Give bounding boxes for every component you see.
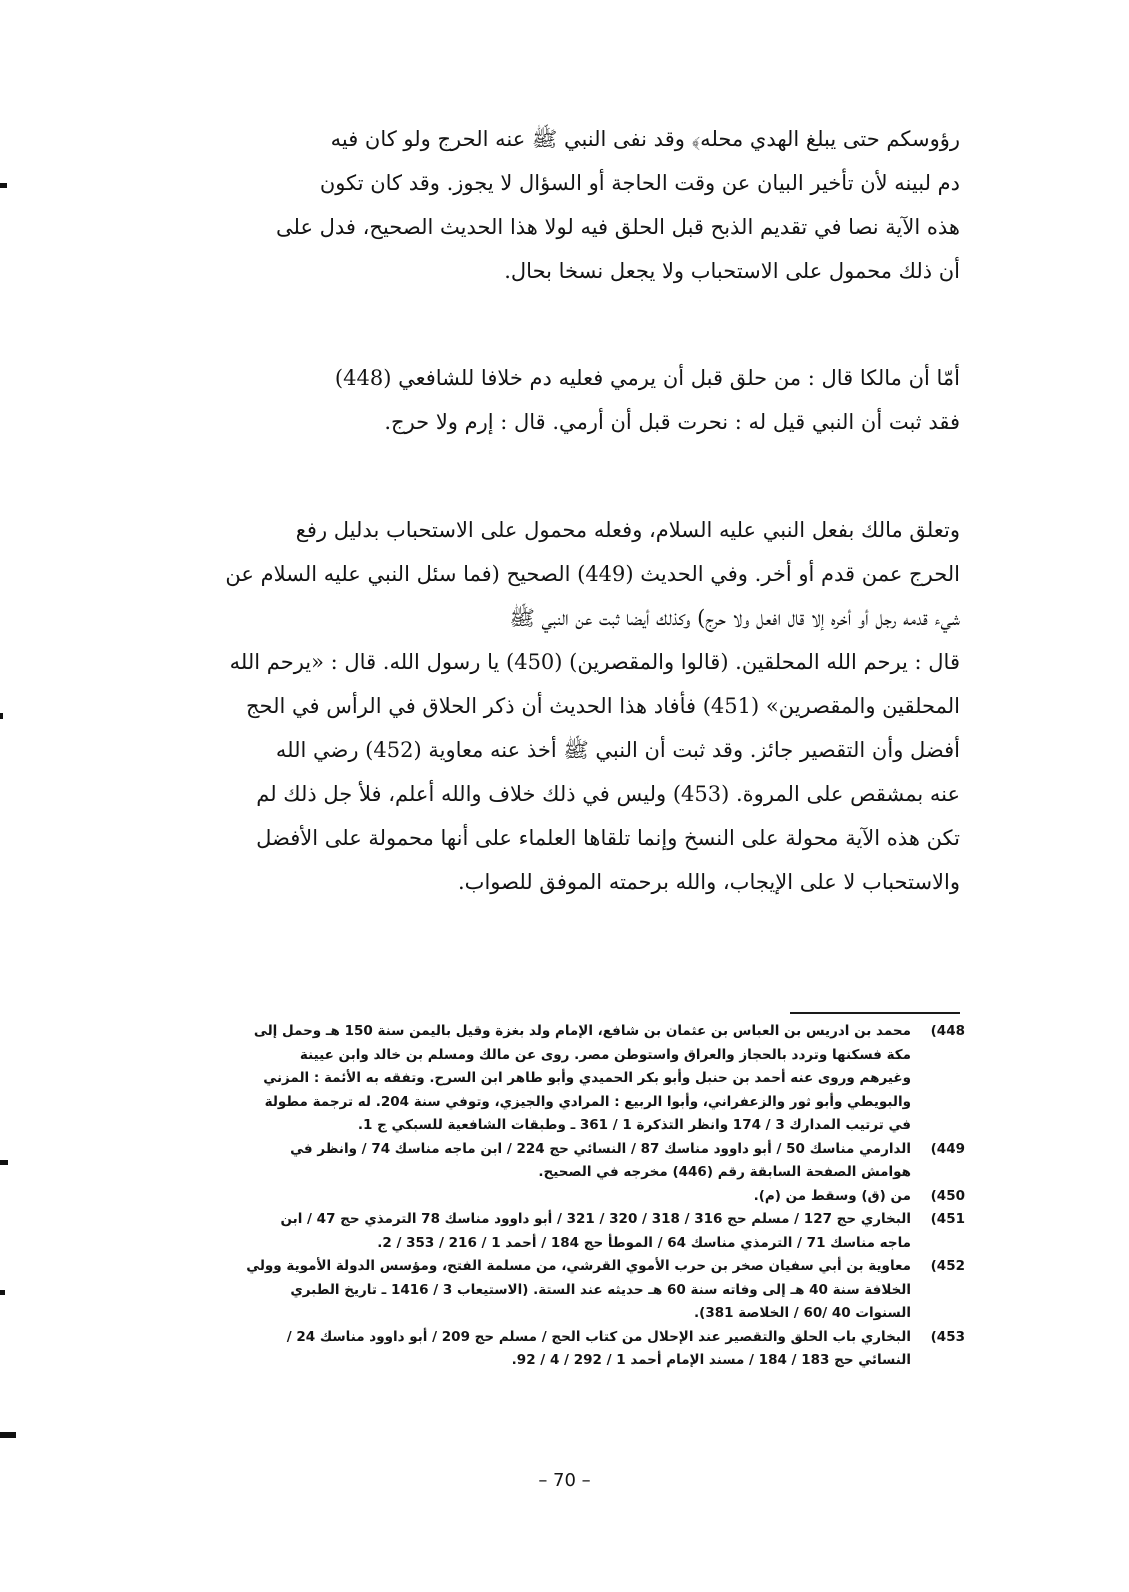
footnote-line: معاوية بن أبي سفيان صخر بن حرب الأموي القرشي، من مسلمة الفتح، ومؤسس الدولة الأموية وولي [246, 1258, 911, 1274]
footnote-number: (452 [930, 1258, 965, 1274]
paragraph-line: والاستحباب لا على الإيجاب، والله برحمته الموفق للصواب. [458, 870, 960, 894]
footnote-line: في ترتيب المدارك 3 / 174 وانظر التذكرة 1 / 361 ـ وطبقات الشافعية للسبكي ج 1. [357, 1117, 911, 1133]
footnote-line: من (ق) وسقط من (م). [753, 1187, 911, 1204]
scan-edge-mark [0, 183, 7, 188]
footnote-number: (450 [930, 1187, 965, 1204]
footnote-449 [205, 1138, 965, 1185]
footnote-line: وغيرهم وروى عنه أحمد بن حنبل وأبو بكر الحميدي وأبو طاهر ابن السرح. وتفقه به الأئمة : المزني [263, 1070, 911, 1086]
footnote-line: والبويطي وأبو ثور والزعفراني، وأبوا الربيع : المرادي والجيزي، وتوفي سنة 204. له ترجمة مطولة [264, 1093, 911, 1110]
scan-edge-mark [0, 1432, 16, 1438]
paragraph-line: الحرج عمن قدم أو أخر. وفي الحديث (449) الصحيح (فما سئل النبي عليه السلام عن [225, 562, 960, 586]
paragraph-line: هذه الآية نصا في تقديم الذبح قبل الحلق فيه لولا هذا الحديث الصحيح، فدل على [275, 215, 960, 239]
paragraph-line: أفضل وأن التقصير جائز. وقد ثبت أن النبي ﷺ أخذ عنه معاوية (452) رضي الله [275, 738, 960, 762]
paragraph-line: فقد ثبت أن النبي قيل له : نحرت قبل أن أرمي. قال : إرم ولا حرج. [384, 410, 960, 434]
footnote-line: الخلافة سنة 40 هـ إلى وفاته سنة 60 هـ حديثه عند الستة. (الاستيعاب 3 / 1416 ـ تاريخ الطبري [290, 1281, 911, 1298]
paragraph-line: شيء قدمه رجل أو أخره إلا قال افعل ولا حرج) وكذلك أيضا ثبت عن النبي ﷺ [509, 606, 960, 630]
paragraph-line: أمّا أن مالكا قال : من حلق قبل أن يرمي فعليه دم خلافا للشافعي (448) [334, 366, 960, 390]
paragraph-line: دم لبينه لأن تأخير البيان عن وقت الحاجة أو السؤال لا يجوز. وقد كان تكون [319, 171, 960, 195]
footnote-number: (451 [930, 1211, 965, 1227]
scan-edge-mark [0, 713, 3, 719]
footnote-line: الدارمي مناسك 50 / أبو داوود مناسك 87 / النسائي حج 224 / ابن ماجه مناسك 74 / وانظر في [290, 1140, 911, 1157]
paragraph-3 [215, 508, 960, 904]
paragraph-line: رؤوسكم حتى يبلغ الهدي محله﴾ وقد نفى النبي ﷺ عنه الحرج ولو كان فيه [330, 127, 960, 151]
footnote-line: ماجه مناسك 71 / الترمذي مناسك 64 / الموطأ حج 184 / أحمد 1 / 216 / 353 / 2. [377, 1234, 911, 1251]
footnote-448 [205, 1020, 965, 1138]
paragraph-line: المحلقين والمقصرين» (451) فأفاد هذا الحديث أن ذكر الحلاق في الرأس في الحج [246, 694, 960, 718]
paragraph-line: تكن هذه الآية محولة على النسخ وإنما تلقاها العلماء على أنها محمولة على الأفضل [256, 826, 960, 850]
page-number: – 70 – [538, 1470, 591, 1491]
scan-edge-mark [0, 1160, 8, 1165]
paragraph-line: عنه بمشقص على المروة. (453) وليس في ذلك خلاف والله أعلم، فلأ جل ذلك لم [256, 782, 960, 806]
paragraph-2 [215, 356, 960, 444]
footnote-line: النسائي حج 183 / 184 / مسند الإمام أحمد 1 / 292 / 4 / 92. [511, 1352, 911, 1368]
footnote-line: محمد بن ادريس بن العباس بن عثمان بن شافع، الإمام ولد بغزة وقيل باليمن سنة 150 هـ وحمل إلى [253, 1023, 911, 1039]
footnotes [205, 1020, 965, 1373]
footnote-number: (449 [930, 1140, 965, 1157]
scan-edge-mark [0, 1290, 5, 1295]
footnote-separator [790, 1012, 960, 1014]
paragraph-line: قال : يرحم الله المحلقين. (قالوا والمقصرين) (450) يا رسول الله. قال : «يرحم الله [229, 650, 960, 674]
footnote-line: البخاري حج 127 / مسلم حج 316 / 318 / 320 / 321 / أبو داوود مناسك 78 الترمذي حج 47 / ابن [280, 1211, 911, 1227]
footnote-line: البخاري باب الحلق والتقصير عند الإحلال من كتاب الحج / مسلم حج 209 / أبو داوود مناسك 24 / [286, 1328, 911, 1345]
paragraph-line: وتعلق مالك بفعل النبي عليه السلام، وفعله محمول على الاستحباب بدليل رفع [295, 518, 960, 542]
footnote-453 [205, 1326, 965, 1373]
footnote-451 [205, 1208, 965, 1255]
footnote-line: هوامش الصفحة السابقة رقم (446) مخرجه في الصحيح. [538, 1164, 911, 1180]
footnote-450 [205, 1185, 965, 1209]
footnote-line: السنوات 40 /60 / الخلاصة 381). [694, 1305, 911, 1321]
paragraph-line: أن ذلك محمول على الاستحباب ولا يجعل نسخا بحال. [504, 259, 960, 283]
footnote-452 [205, 1255, 965, 1326]
footnote-number: (448 [930, 1023, 965, 1039]
paragraph-1 [215, 117, 960, 293]
footnote-line: مكة فسكنها وتردد بالحجاز والعراق واستوطن مصر. روى عن مالك ومسلم بن خالد وابن عيينة [299, 1046, 911, 1063]
footnote-number: (453 [930, 1328, 965, 1345]
